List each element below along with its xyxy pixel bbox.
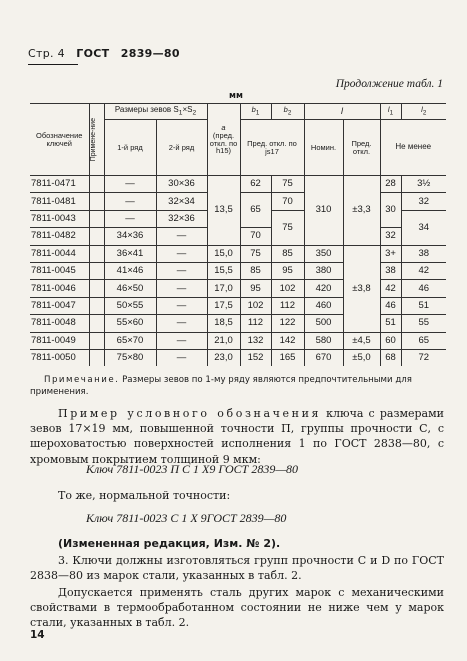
table-cell: 7811-0043	[30, 210, 89, 227]
table-cell: 68	[380, 349, 401, 366]
table-cell: 65	[401, 332, 446, 349]
example-text: ключа с размерами зевов 17×19 мм, повышенной точности П, группы прочности С, с шероховатостью поверхностей исполнения 1 по ГОСТ 2838—80, с хромовым покрытием толщиной 9 мкм:	[30, 407, 444, 466]
table-row	[30, 315, 446, 332]
table-cell: 30	[380, 193, 401, 228]
table-cell: 28	[380, 176, 401, 193]
table-cell: 21,0	[207, 332, 240, 349]
table-cell: 132	[240, 332, 271, 349]
table-cell: 70	[271, 193, 304, 210]
table-cell	[89, 332, 104, 349]
header-b1: $b_1$	[240, 104, 271, 120]
table-cell: 23,0	[207, 349, 240, 366]
table-row	[30, 280, 446, 297]
table-cell: 55	[401, 315, 446, 332]
table-cell: 7811-0048	[30, 315, 89, 332]
table-cell: 55×60	[104, 315, 156, 332]
header-deviation: Пред. откл.	[343, 120, 380, 176]
table-cell: —	[156, 280, 207, 297]
table-cell: 32×34	[156, 193, 207, 210]
table-cell: 95	[271, 262, 304, 279]
note-label: Примечание.	[44, 375, 120, 385]
table-cell: 7811-0044	[30, 245, 89, 262]
table-cell: ±3,3	[343, 176, 380, 246]
page-label: Стр. 4	[28, 47, 65, 60]
table-cell	[89, 349, 104, 366]
table-cell: 500	[304, 315, 343, 332]
table-cell: 7811-0047	[30, 297, 89, 314]
header-a: a (пред. откл. по h15)	[207, 104, 240, 176]
table-cell: 7811-0045	[30, 262, 89, 279]
table-cell: 7811-0482	[30, 228, 89, 245]
table-cell: 13,5	[207, 176, 240, 246]
table-unit-label: мм	[229, 91, 243, 101]
table-cell: —	[104, 193, 156, 210]
table-cell	[89, 297, 104, 314]
table-cell: ±5,0	[343, 349, 380, 366]
table-cell: 112	[240, 315, 271, 332]
table-row	[30, 349, 446, 366]
paragraph-steel: Допускается применять сталь других марок с механическими свойствами в термообработанном состоянии не ниже чем у марок стали, указанных в табл. 2.	[30, 586, 444, 630]
table-cell: —	[156, 332, 207, 349]
example-same-text: То же, нормальной точности:	[58, 489, 231, 502]
table-cell	[89, 262, 104, 279]
table-cell: 65×70	[104, 332, 156, 349]
header-not-less: Не менее	[380, 120, 446, 176]
table-cell: ±4,5	[343, 332, 380, 349]
table-cell: 17,5	[207, 297, 240, 314]
table-cell: 50×55	[104, 297, 156, 314]
table-cell: —	[156, 349, 207, 366]
table-cell: 420	[304, 280, 343, 297]
table-cell: 580	[304, 332, 343, 349]
dimensions-table	[30, 103, 446, 366]
table-row	[30, 297, 446, 314]
table-cell: 75	[271, 176, 304, 193]
table-cell: 34	[401, 210, 446, 245]
table-cell: 72	[401, 349, 446, 366]
table-cell: 7811-0471	[30, 176, 89, 193]
table-cell: 30×36	[156, 176, 207, 193]
table-cell: 51	[380, 315, 401, 332]
table-cell: 7811-0049	[30, 332, 89, 349]
amendment-note: (Измененная редакция, Изм. № 2).	[58, 537, 281, 550]
header-nominal: Номин.	[304, 120, 343, 176]
table-cell: 7811-0050	[30, 349, 89, 366]
table-cell: 85	[240, 262, 271, 279]
page-number: 14	[30, 629, 45, 641]
header-row1: 1-й ряд	[104, 120, 156, 176]
table-cell: —	[156, 297, 207, 314]
table-cell: 460	[304, 297, 343, 314]
table-cell: 32×36	[156, 210, 207, 227]
table-cell: 102	[271, 280, 304, 297]
page-header	[28, 47, 180, 60]
table-cell: —	[156, 228, 207, 245]
header-tolerance: Пред. откл. по js17	[240, 120, 304, 176]
table-cell: 60	[380, 332, 401, 349]
table-cell	[89, 193, 104, 210]
table-cell: 75	[240, 245, 271, 262]
table-cell	[89, 228, 104, 245]
table-cell: 3+	[380, 245, 401, 262]
table-cell: 46	[401, 280, 446, 297]
header-l2: $l_2$	[401, 104, 446, 120]
standard-number: 2839—80	[120, 47, 180, 60]
header-designation: Обозначение ключей	[30, 104, 89, 176]
table-cell: 70	[240, 228, 271, 245]
header-jaw-sizes: Размеры зевов $S_1\times S_2$	[104, 104, 207, 120]
header-application: Примене-ние	[89, 104, 104, 176]
table-cell: 38	[380, 262, 401, 279]
table-cell: 38	[401, 245, 446, 262]
standard-label: ГОСТ	[76, 47, 110, 60]
table-cell: —	[156, 262, 207, 279]
table-cell	[89, 280, 104, 297]
table-cell: 102	[240, 297, 271, 314]
table-row	[30, 176, 446, 193]
table-note	[30, 374, 442, 398]
table-row	[30, 262, 446, 279]
table-cell: 36×41	[104, 245, 156, 262]
table-row	[30, 245, 446, 262]
table-cell: 34×36	[104, 228, 156, 245]
table-cell: 122	[271, 315, 304, 332]
table-cell: 46	[380, 297, 401, 314]
table-cell: 42	[401, 262, 446, 279]
table-cell: —	[104, 176, 156, 193]
header-rule	[28, 64, 78, 65]
table-cell: 15,0	[207, 245, 240, 262]
table-cell	[89, 210, 104, 227]
table-cell: 32	[401, 193, 446, 210]
table-cell: 152	[240, 349, 271, 366]
table-continuation-caption: Продолжение табл. 1	[335, 78, 443, 90]
header-l: l	[304, 104, 380, 120]
table-cell: —	[104, 210, 156, 227]
table-cell: 142	[271, 332, 304, 349]
table-cell: —	[156, 245, 207, 262]
table-cell: 310	[304, 176, 343, 246]
table-cell: 95	[240, 280, 271, 297]
table-cell: 670	[304, 349, 343, 366]
table-cell: 51	[401, 297, 446, 314]
table-cell: 75	[271, 210, 304, 245]
header-row2: 2-й ряд	[156, 120, 207, 176]
table-cell: 15,5	[207, 262, 240, 279]
table-cell: —	[156, 315, 207, 332]
note-text: Размеры зевов по 1-му ряду являются предпочтительными для применения.	[30, 375, 412, 397]
table-cell: ±3,8	[343, 245, 380, 332]
header-l1: $l_1$	[380, 104, 401, 120]
example-key-1: Ключ 7811-0023 П С 1 Х9 ГОСТ 2839—80	[86, 462, 299, 476]
example-key-2: Ключ 7811-0023 С 1 Х 9ГОСТ 2839—80	[86, 511, 287, 525]
table-row	[30, 332, 446, 349]
designation-example	[30, 406, 444, 467]
table-cell: 62	[240, 176, 271, 193]
table-cell	[89, 176, 104, 193]
table-cell: 112	[271, 297, 304, 314]
table-cell: 17,0	[207, 280, 240, 297]
table-cell: 42	[380, 280, 401, 297]
table-cell: 32	[380, 228, 401, 245]
table-cell: 3½	[401, 176, 446, 193]
table-cell: 41×46	[104, 262, 156, 279]
paragraph-3: 3. Ключи должны изготовляться групп прочности С и D по ГОСТ 2838—80 из марок стали, указанных в табл. 2.	[30, 554, 444, 583]
table-cell: 380	[304, 262, 343, 279]
table-cell: 65	[240, 193, 271, 228]
example-lead: Пример условного обозначения	[58, 407, 322, 420]
table-cell	[89, 315, 104, 332]
header-b2: $b_2$	[271, 104, 304, 120]
table-cell: 7811-0046	[30, 280, 89, 297]
table-cell: 7811-0481	[30, 193, 89, 210]
table-cell: 18,5	[207, 315, 240, 332]
table-cell: 165	[271, 349, 304, 366]
table-cell: 75×80	[104, 349, 156, 366]
table-cell	[89, 245, 104, 262]
table-cell: 350	[304, 245, 343, 262]
table-cell: 85	[271, 245, 304, 262]
table-cell: 46×50	[104, 280, 156, 297]
